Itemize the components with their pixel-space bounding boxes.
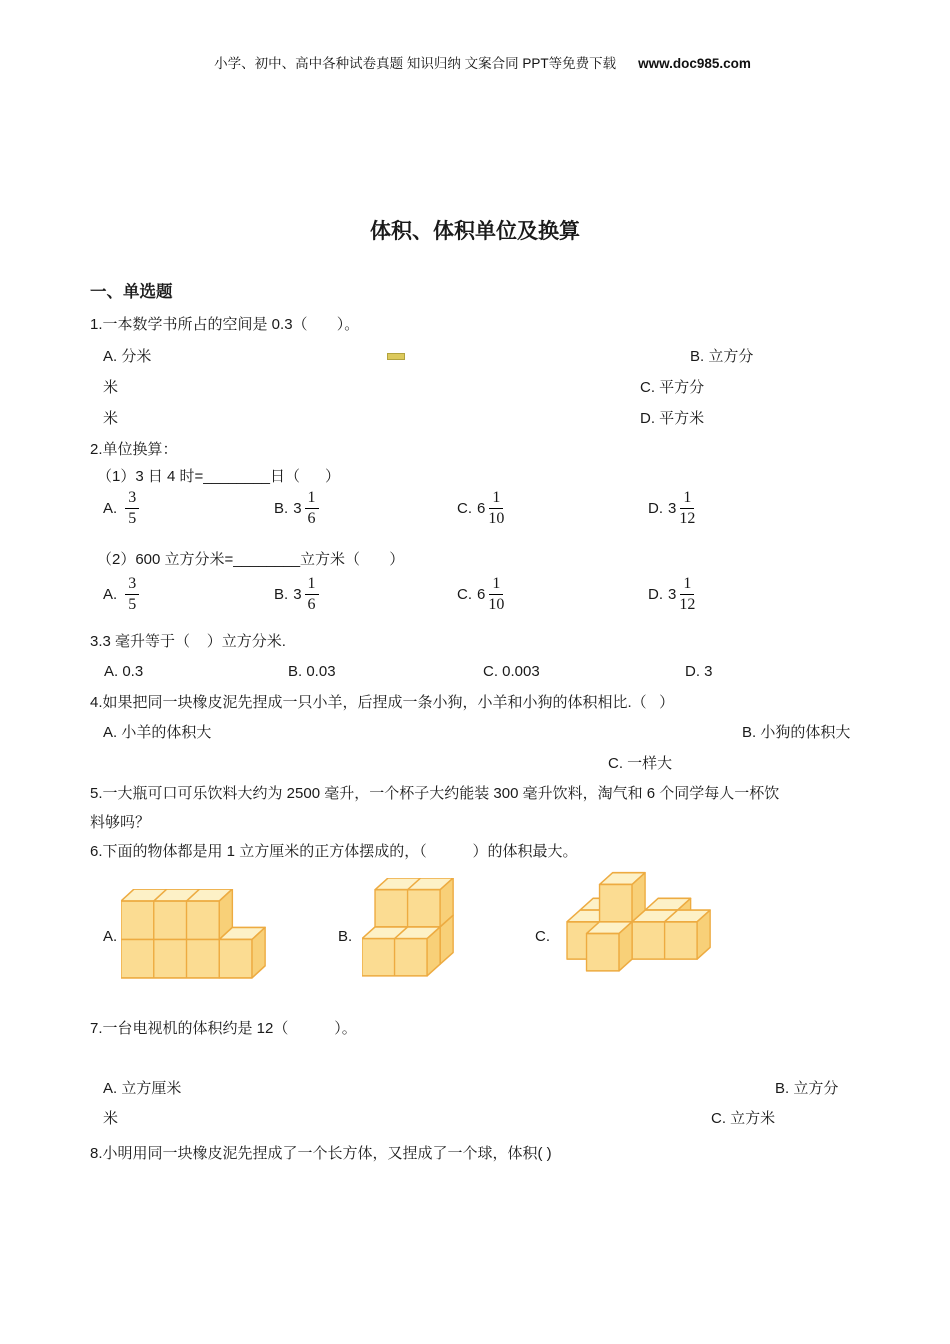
figure-b-label: B. [338,928,353,945]
header-slogan: 小学、初中、高中各种试卷真题 知识归纳 文案合同 PPT等免费下载 [214,56,617,71]
fraction: $\frac{1}{10}$ [488,575,505,614]
question-1-option-c: C. 平方分 [640,379,705,396]
question-2-part2: （2）600 立方分米=________立方米（ ） [97,551,405,568]
option-b: B. 3 $\frac{1}{6}$ [274,489,319,529]
question-7-option-b: B. 立方分 [775,1080,839,1097]
question-5-line2: 料够吗？ [90,814,151,831]
option-b: B. 3 $\frac{1}{6}$ [274,575,319,615]
option-c: C. 6 $\frac{1}{10}$ [457,575,505,614]
question-4-text: 4.如果把同一块橡皮泥先捏成一只小羊，后捏成一条小狗，小羊和小狗的体积相比.（ ） [90,694,675,711]
header-site-url: www.doc985.com [638,56,751,71]
question-1-option-c-wrap: 米 [103,410,119,427]
question-2-part1-options [0,489,950,539]
question-8-text: 8.小明用同一块橡皮泥先捏成了一个长方体，又捏成了一个球，体积( ) [90,1145,552,1162]
question-7-option-c: C. 立方米 [711,1110,776,1127]
figure-a-label: A. [103,928,118,945]
site-header [0,31,950,97]
fraction: $\frac{3}{5}$ [125,575,139,615]
question-7-option-a: A. 立方厘米 [103,1080,182,1097]
question-6-text: 6.下面的物体都是用 1 立方厘米的正方体摆成的，（ ）的体积最大。 [90,843,578,860]
figure-b-cubes [362,878,455,978]
question-1-option-d: D. 平方米 [640,410,705,427]
question-1-option-a: A. 分米 [103,348,152,365]
section-heading: 一、单选题 [90,283,173,301]
question-4-option-b: B. 小狗的体积大 [742,724,851,741]
question-1-text: 1.一本数学书所占的空间是 0.3（ ）。 [90,316,360,333]
fraction: $\frac{1}{12}$ [679,489,696,528]
figure-c-cubes [554,861,712,973]
question-5-line1: 5.一大瓶可口可乐饮料大约为 2500 毫升，一个杯子大约能装 300 毫升饮料，淘气和 6 个同学每人一杯饮 [90,785,780,802]
page-title: 体积、体积单位及换算 [370,220,580,243]
question-4-option-a: A. 小羊的体积大 [103,724,212,741]
option-d: D. 3 $\frac{1}{12}$ [648,575,696,614]
figure-a-cubes [121,889,267,979]
option-c: C. 6 $\frac{1}{10}$ [457,489,505,528]
question-2-part1: （1）3 日 4 时=________日（ ） [97,468,341,485]
fraction: $\frac{1}{6}$ [305,575,319,615]
question-3-option-d: D. 3 [685,663,713,680]
question-7-text: 7.一台电视机的体积约是 12（ ）。 [90,1020,357,1037]
option-d: D. 3 $\frac{1}{12}$ [648,489,696,528]
option-a: A. $\frac{3}{5}$ [103,489,139,529]
question-3-option-c: C. 0.003 [483,663,540,680]
figure-c-label: C. [535,928,550,945]
fraction: $\frac{1}{12}$ [679,575,696,614]
question-2-text: 2.单位换算： [90,441,178,458]
question-3-text: 3.3 毫升等于（ ）立方分米. [90,633,286,650]
question-3-option-a: A. 0.3 [104,663,144,680]
highlight-dash [387,353,405,360]
question-1-option-b: B. 立方分 [690,348,754,365]
option-a: A. $\frac{3}{5}$ [103,575,139,615]
question-3-option-b: B. 0.03 [288,663,336,680]
question-1-option-b-wrap: 米 [103,379,119,396]
question-7-option-b-wrap: 米 [103,1110,119,1127]
question-4-option-c: C. 一样大 [608,755,673,772]
question-2-part2-options [0,575,950,625]
fraction: $\frac{3}{5}$ [125,489,139,529]
fraction: $\frac{1}{10}$ [488,489,505,528]
fraction: $\frac{1}{6}$ [305,489,319,529]
